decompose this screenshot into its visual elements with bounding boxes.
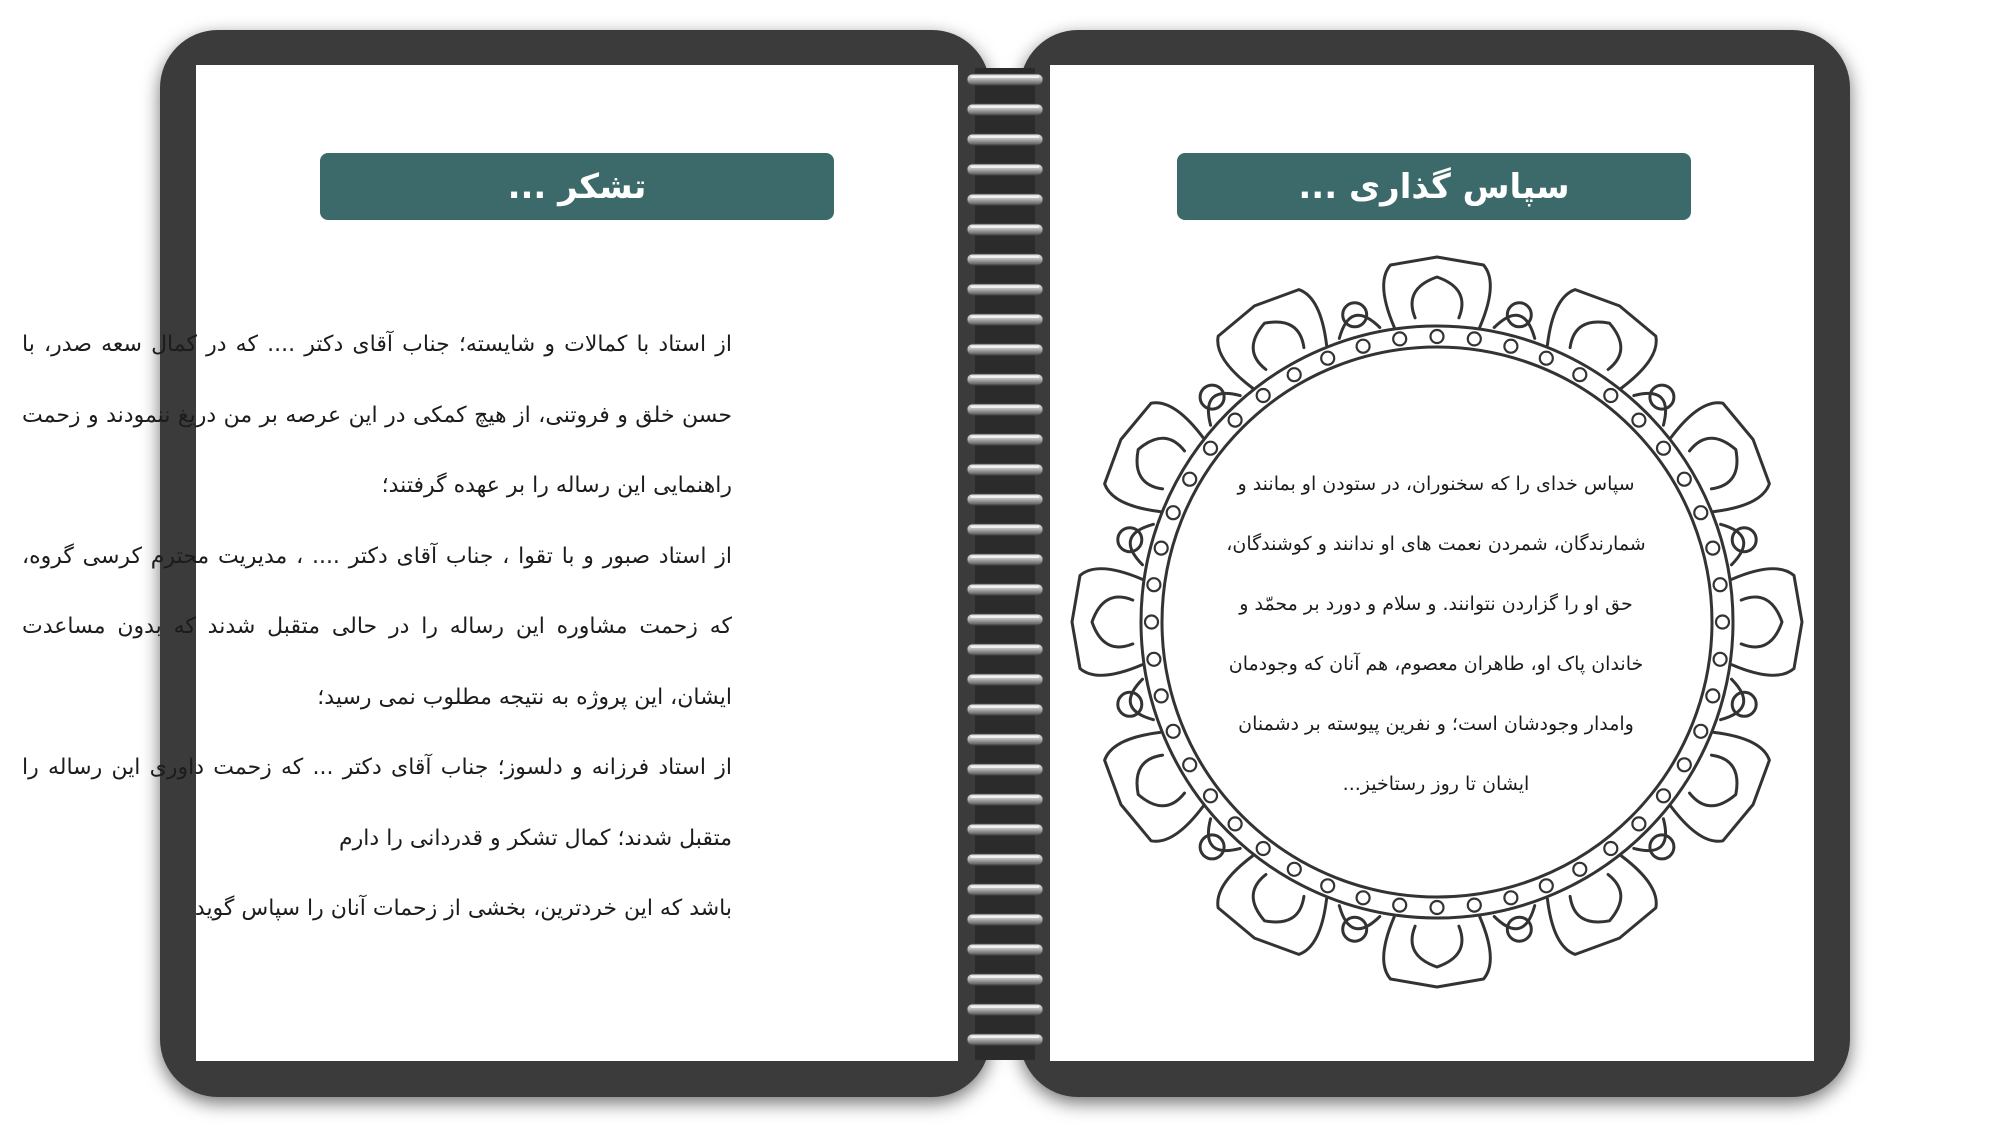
acknowledgment-paragraph-3: از استاد فرزانه و دلسوز؛ جناب آقای دکتر ... که زحمت داوری این رساله را متقبل شدند؛ کمال تشکر و قدردانی را دارم [22, 755, 732, 851]
gratitude-line-2: شمارندگان، شمردن نعمت های او ندانند و کوشندگان، [1226, 533, 1646, 555]
gratitude-text [1210, 454, 1662, 814]
gratitude-line-4: خاندان پاک او، طاهران معصوم، هم آنان که وجودمان [1228, 653, 1644, 675]
spiral-binding-icon [965, 68, 1045, 1060]
left-page-title: تشکر ... [320, 153, 834, 220]
acknowledgment-paragraph-4: باشد که این خردترین، بخشی از زحمات آنان را سپاس گوید [194, 896, 732, 921]
gratitude-line-3: حق او را گزاردن نتوانند. و سلام و دورد بر محمّد و [1239, 593, 1633, 615]
acknowledgment-paragraph-1: از استاد با کمالات و شایسته؛ جناب آقای دکتر .... که در کمال سعه صدر، با حسن خلق و فروتنی، از هیچ کمکی در این عرصه بر من دریغ ننمودند و زحمت راهنمایی این رساله را بر عهده گرفتند؛ [22, 332, 732, 498]
gratitude-line-6: ایشان تا روز رستاخیز... [1342, 773, 1530, 795]
right-page-title: سپاس گذاری ... [1177, 153, 1691, 220]
acknowledgment-paragraph-2: از استاد صبور و با تقوا ، جناب آقای دکتر .... ، مدیریت محترم کرسی گروه، که زحمت مشاوره این رساله را در حالی متقبل شدند که بدون مساعدت ایشان، این پروژه به نتیجه مطلوب نمی رسید؛ [22, 543, 732, 710]
gratitude-line-1: سپاس خدای را که سخنوران، در ستودن او بمانند و [1237, 473, 1635, 495]
acknowledgment-text [22, 310, 732, 945]
gratitude-line-5: وامدار وجودشان است؛ و نفرین پیوسته بر دشمنان [1238, 713, 1634, 735]
